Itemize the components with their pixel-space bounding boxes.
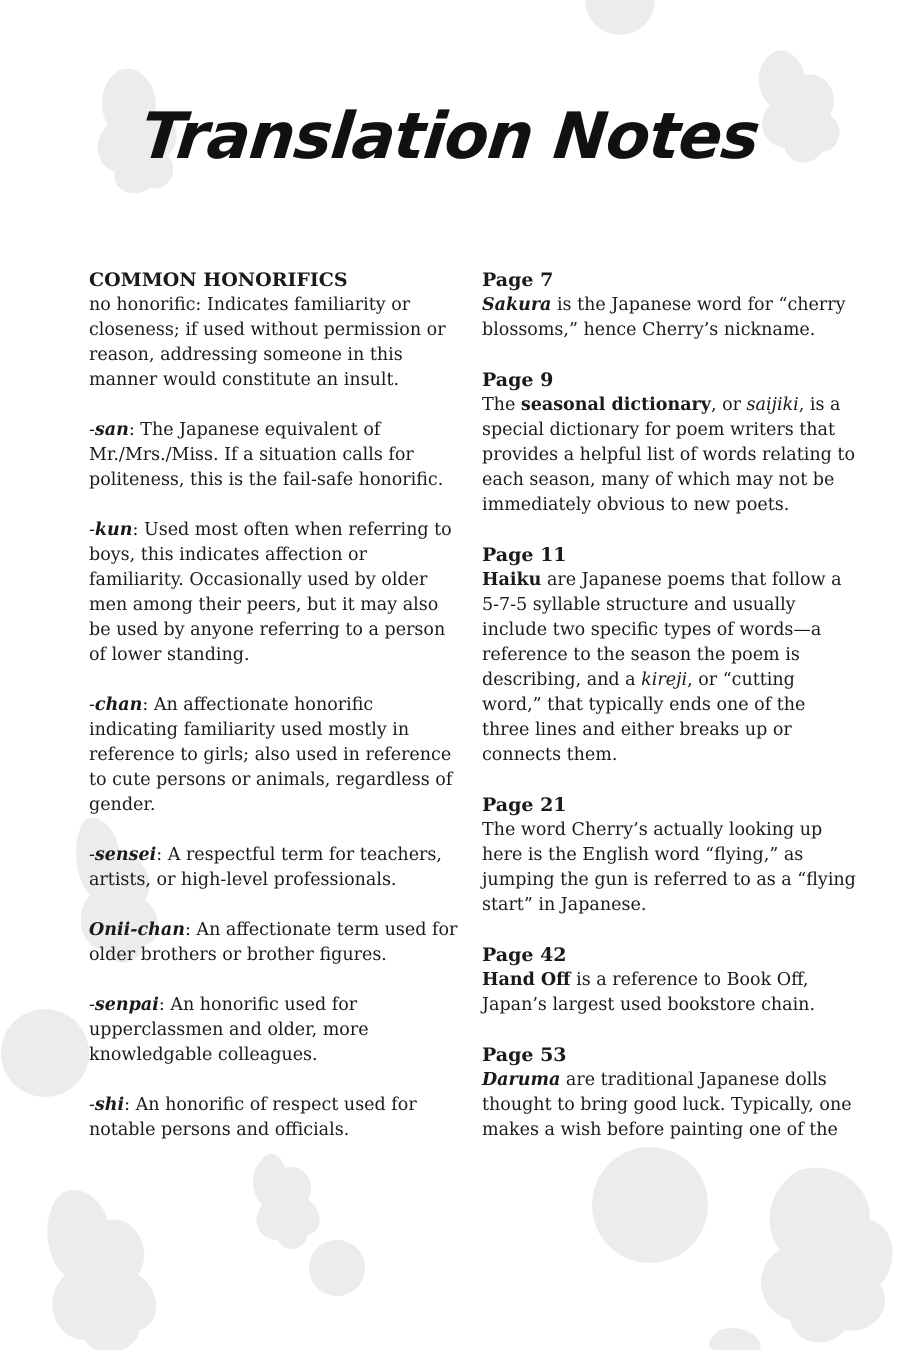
entry-prefix: - (89, 1095, 95, 1115)
note-term: Sakura (482, 295, 552, 315)
entry-term: senpai (94, 995, 159, 1015)
note-page-7 (482, 268, 857, 343)
entry-definition: : Used most often when referring to boys, this indicates affection or familiarity. Occasionally used by older men among their peers, but it may also be used by anyone referring to a person of lower standing. (89, 520, 452, 665)
honorific-entry-kun (89, 518, 459, 668)
note-text: is a reference to Book Off, Japan’s largest used bookstore chain. (482, 970, 816, 1015)
entry-term: sensei (94, 845, 157, 865)
note-italic-term: kireji (641, 670, 688, 690)
note-text: are traditional Japanese dolls thought to bring good luck. Typically, one makes a wish before painting one of the (482, 1070, 852, 1140)
honorific-entry-san (89, 418, 459, 493)
note-page-11 (482, 543, 857, 768)
honorifics-column (89, 268, 459, 1168)
entry-term: kun (94, 520, 133, 540)
entry-term: Onii-chan (89, 920, 185, 940)
entry-prefix: - (89, 520, 95, 540)
note-term: Hand Off (482, 970, 571, 990)
note-page-53 (482, 1043, 857, 1143)
note-page-heading: Page 21 (482, 794, 567, 816)
entry-definition: : An affectionate term used for older brothers or brother figures. (89, 920, 458, 965)
note-text: are Japanese poems that follow a 5-7-5 syllable structure and usually include two specific types of words—a reference to the season the poem is describing, and a (482, 570, 842, 690)
honorifics-heading: COMMON HONORIFICS (89, 269, 348, 291)
entry-prefix: - (89, 695, 95, 715)
note-term: seasonal dictionary (520, 395, 711, 415)
entry-term: chan (94, 695, 143, 715)
entry-definition: : The Japanese equivalent of Mr./Mrs./Miss. If a situation calls for politeness, this is the fail-safe honorific. (89, 420, 444, 490)
note-text: , or “cutting word,” that typically ends one of the three lines and either breaks up or connects them. (482, 670, 806, 765)
entry-definition: : A respectful term for teachers, artists, or high-level professionals. (89, 845, 442, 890)
entry-term: san (94, 420, 129, 440)
note-page-heading: Page 42 (482, 944, 567, 966)
note-page-9 (482, 368, 857, 518)
note-text: The word Cherry’s actually looking up here is the English word “flying,” as jumping the gun is referred to as a “flying start” in Japanese. (482, 820, 856, 915)
note-term: Haiku (482, 570, 542, 590)
no-honorific-text: no honorific: Indicates familiarity or closeness; if used without permission or reason, addressing someone in this manner would constitute an insult. (89, 295, 446, 390)
honorific-entry-onii-chan (89, 918, 459, 968)
honorific-entry-chan (89, 693, 459, 818)
note-italic-term: saijiki (746, 395, 799, 415)
note-text: , is a special dictionary for poem writers that provides a helpful list of words relating to each season, many of which may not be immediately obvious to new poets. (482, 395, 855, 515)
page-notes-column (482, 268, 857, 1168)
entry-term: shi (94, 1095, 125, 1115)
note-term: Daruma (482, 1070, 561, 1090)
entry-definition: : An affectionate honorific indicating familiarity used mostly in reference to girls; also used in reference to cute persons or animals, regardless of gender. (89, 695, 453, 815)
note-text: is the Japanese word for “cherry blossoms,” hence Cherry’s nickname. (482, 295, 846, 340)
honorifics-intro-block (89, 268, 459, 393)
note-page-21 (482, 793, 857, 918)
note-page-heading: Page 11 (482, 544, 567, 566)
honorific-entry-senpai (89, 993, 459, 1068)
entry-prefix: - (89, 845, 95, 865)
honorific-entry-shi (89, 1093, 459, 1143)
page-title: Translation Notes (137, 100, 763, 174)
entry-prefix: - (89, 995, 95, 1015)
note-page-heading: Page 53 (482, 1044, 567, 1066)
note-page-heading: Page 9 (482, 369, 554, 391)
entry-definition: : An honorific used for upperclassmen and older, more knowledgable colleagues. (89, 995, 369, 1065)
note-text: , or (710, 395, 747, 415)
note-text: The (482, 395, 521, 415)
honorific-entry-sensei (89, 843, 459, 893)
entry-prefix: - (89, 420, 95, 440)
entry-definition: : An honorific of respect used for notable persons and officials. (89, 1095, 417, 1140)
note-page-heading: Page 7 (482, 269, 554, 291)
note-page-42 (482, 943, 857, 1018)
